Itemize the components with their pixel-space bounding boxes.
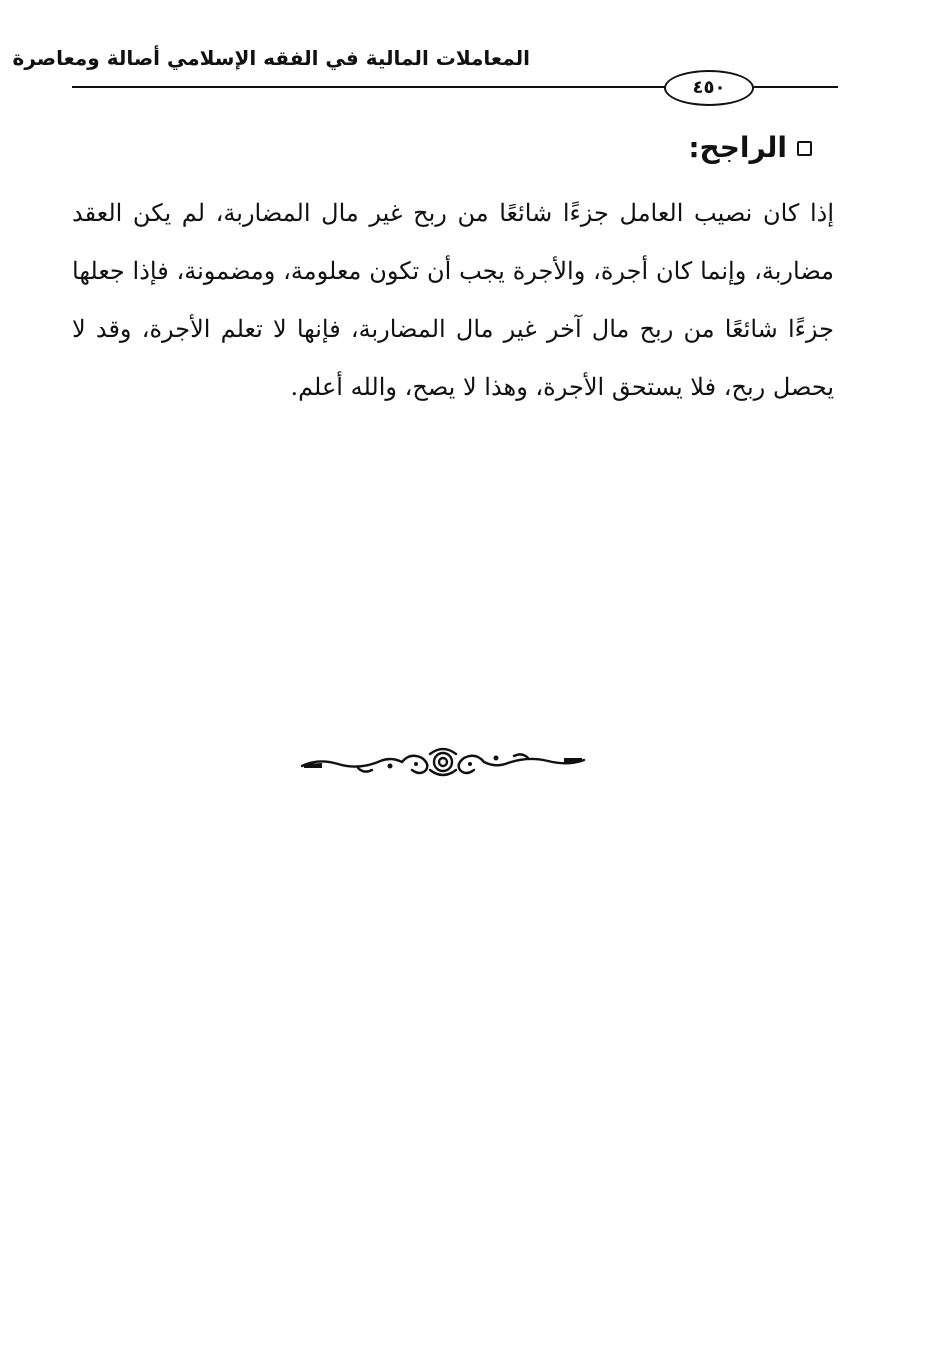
body-paragraph: إذا كان نصيب العامل جزءًا شائعًا من ربح غير مال المضاربة، لم يكن العقد مضاربة، وإنما كان أجرة، والأجرة يجب أن تكون معلومة، ومضمونة، فإذا جعلها جزءًا شائعًا من ربح مال آخر غير مال المضاربة، فإنها لا تعلم الأجرة، وقد لا يحصل ربح، فلا يستحق الأجرة، وهذا لا يصح، والله أعلم. (72, 199, 834, 401)
section-heading (72, 128, 812, 168)
running-header-title: المعاملات المالية في الفقه الإسلامي أصالة ومعاصرة (12, 46, 530, 70)
decorative-divider-icon (298, 744, 588, 780)
page-number: ٤٥٠ (664, 70, 754, 106)
checkbox-square-icon (797, 141, 812, 156)
section-heading-text: الراجح: (688, 131, 787, 164)
